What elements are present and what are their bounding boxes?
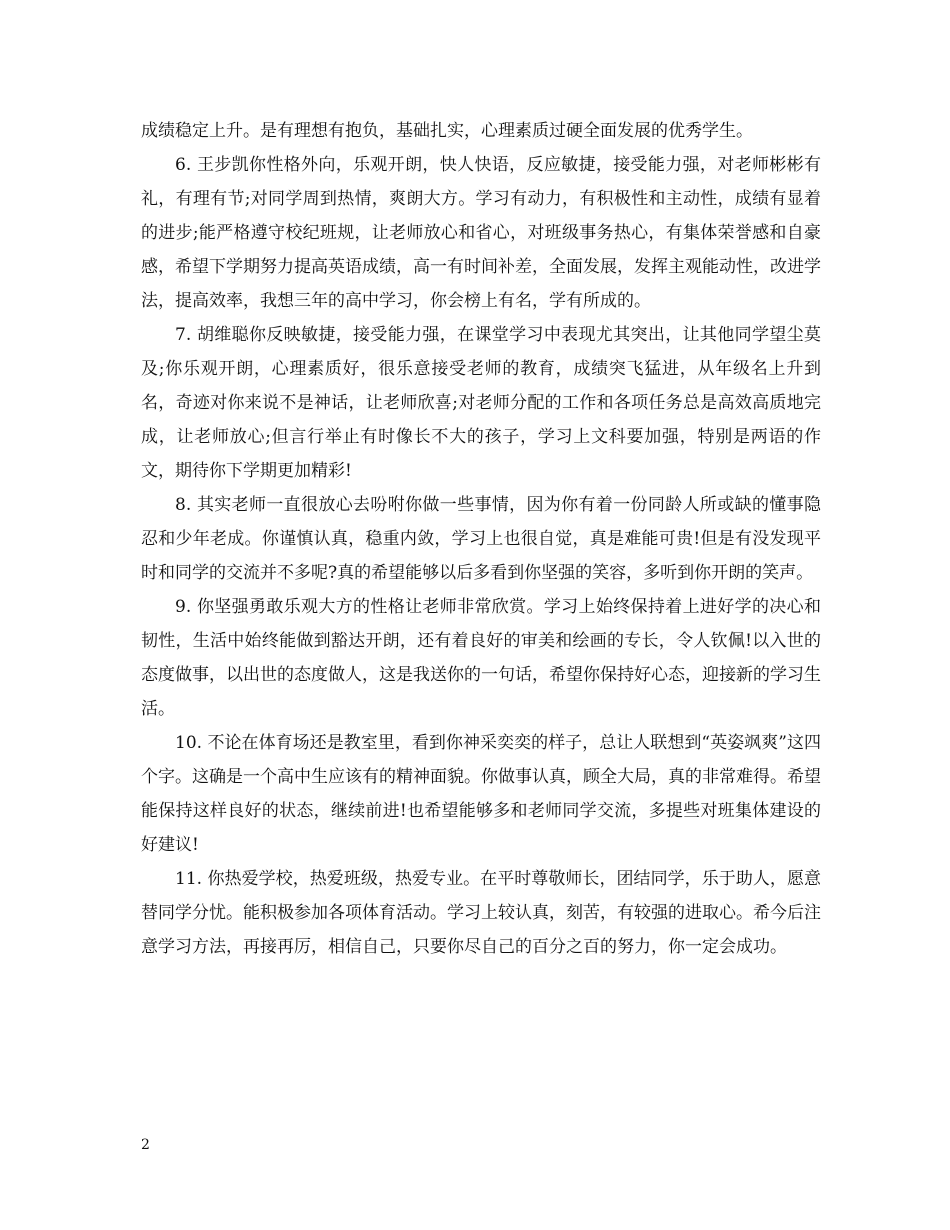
paragraph-3: 7. 胡维聪你反映敏捷，接受能力强，在课堂学习中表现尤其突出，让其他同学望尘莫及;你乐观开朗，心理素质好，很乐意接受老师的教育，成绩突飞猛进，从年级名上升到名，奇迹对你来说不是神话，让老师欣喜;对老师分配的工作和各项任务总是高效高质地完成，让老师放心;但言行举止有时像长不大的孩子，学习上文科要加强，特别是两语的作文，期待你下学期更加精彩! — [141, 325, 821, 481]
paragraph-7: 11. 你热爱学校，热爱班级，热爱专业。在平时尊敬师长，团结同学，乐于助人，愿意替同学分忧。能积极参加各项体育活动。学习上较认真，刻苦，有较强的进取心。希今后注意学习方法，再接再厉，相信自己，只要你尽自己的百分之百的努力，你一定会成功。 — [141, 869, 821, 957]
document-body — [141, 114, 821, 964]
paragraph-6: 10. 不论在体育场还是教室里，看到你神采奕奕的样子，总让人联想到“英姿飒爽”这四个字。这确是一个高中生应该有的精神面貌。你做事认真，顾全大局，真的非常难得。希望能保持这样良好的状态，继续前进!也希望能够多和老师同学交流，多提些对班集体建设的好建议! — [141, 733, 821, 855]
paragraph-1: 成绩稳定上升。是有理想有抱负，基础扎实，心理素质过硬全面发展的优秀学生。 — [141, 121, 753, 141]
paragraph-2: 6. 王步凯你性格外向，乐观开朗，快人快语，反应敏捷，接受能力强，对老师彬彬有礼，有理有节;对同学周到热情，爽朗大方。学习有动力，有积极性和主动性，成绩有显着的进步;能严格遵守校纪班规，让老师放心和省心，对班级事务热心，有集体荣誉感和自豪感，希望下学期努力提高英语成绩，高一有时间补差，全面发展，发挥主观能动性，改进学法，提高效率，我想三年的高中学习，你会榜上有名，学有所成的。 — [141, 155, 821, 311]
paragraph-5: 9. 你坚强勇敢乐观大方的性格让老师非常欣赏。学习上始终保持着上进好学的决心和韧性，生活中始终能做到豁达开朗，还有着良好的审美和绘画的专长，令人钦佩!以入世的态度做事，以出世的态度做人，这是我送你的一句话，希望你保持好心态，迎接新的学习生活。 — [141, 597, 821, 719]
page-number: 2 — [141, 1137, 150, 1153]
paragraph-4: 8. 其实老师一直很放心去吩咐你做一些事情，因为你有着一份同龄人所或缺的懂事隐忍和少年老成。你谨慎认真，稳重内敛，学习上也很自觉，真是难能可贵!但是有没发现平时和同学的交流并不多呢?真的希望能够以后多看到你坚强的笑容，多听到你开朗的笑声。 — [141, 495, 821, 583]
